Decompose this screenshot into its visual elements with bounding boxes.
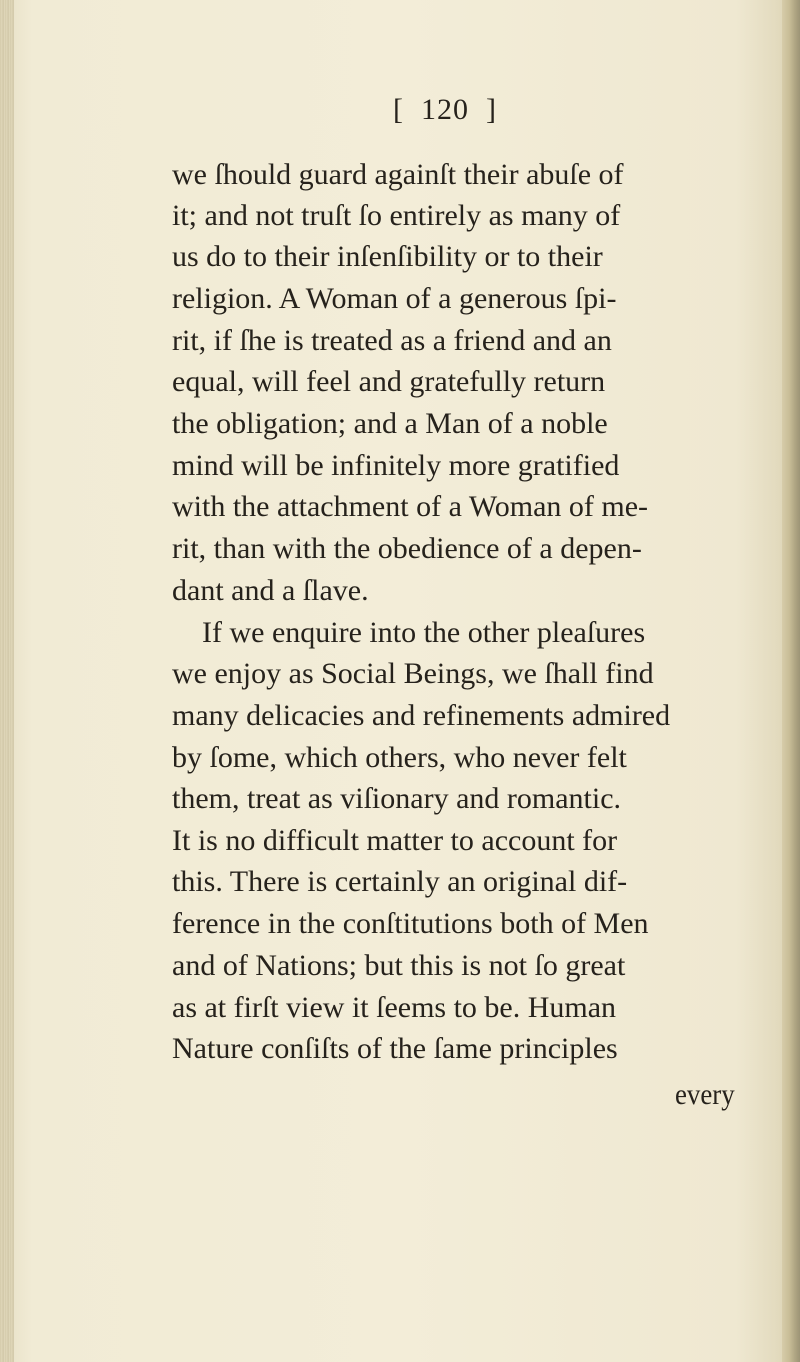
text-line: we enjoy as Social Beings, we ſhall find	[172, 657, 654, 690]
text-line: Nature conſiſts of the ſame principles	[172, 1032, 618, 1065]
text-line: we ſhould guard againſt their abuſe of	[172, 158, 624, 191]
text-line: this. There is certainly an original dif-	[172, 865, 628, 898]
text-line: religion. A Woman of a generous ſpi-	[172, 282, 617, 315]
text-line: and of Nations; but this is not ſo great	[172, 949, 626, 982]
page-number: [ 120 ]	[393, 93, 497, 126]
text-line: rit, than with the obedience of a depen-	[172, 532, 642, 565]
text-line: with the attachment of a Woman of me-	[172, 490, 649, 523]
text-line: the obligation; and a Man of a noble	[172, 407, 608, 440]
text-line: as at firſt view it ſeems to be. Human	[172, 991, 617, 1024]
text-line: mind will be infinitely more gratified	[172, 449, 620, 482]
text-line: equal, will feel and gratefully return	[172, 365, 606, 398]
text-line: many delicacies and refinements admired	[172, 699, 671, 732]
text-line: by ſome, which others, who never felt	[172, 741, 627, 774]
page-edge	[782, 0, 800, 1362]
page-gutter	[0, 0, 14, 1362]
text-line: us do to their inſenſibility or to their	[172, 240, 603, 273]
text-line: them, treat as viſionary and romantic.	[172, 782, 622, 815]
catchword: every	[675, 1078, 735, 1111]
text-line: If we enquire into the other pleaſures	[202, 616, 646, 649]
text-line: It is no difficult matter to account for	[172, 824, 618, 857]
text-line: it; and not truſt ſo entirely as many of	[172, 199, 621, 232]
text-line: dant and a ſlave.	[172, 574, 369, 607]
text-line: rit, if ſhe is treated as a friend and an	[172, 324, 612, 357]
text-line: ference in the conſtitutions both of Men	[172, 907, 649, 940]
